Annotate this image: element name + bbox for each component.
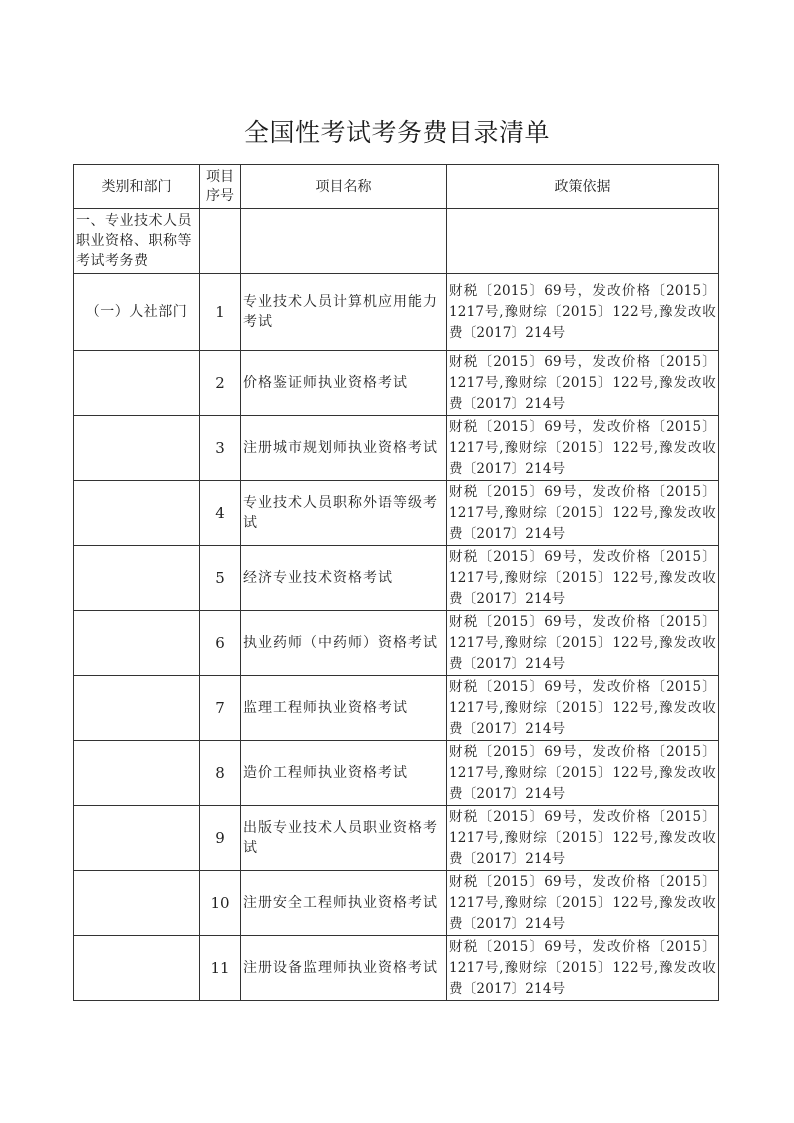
empty-cell (200, 209, 241, 274)
item-number: 5 (200, 546, 241, 611)
category-cell (74, 871, 200, 936)
item-name: 造价工程师执业资格考试 (241, 741, 447, 806)
item-name: 价格鉴证师执业资格考试 (241, 351, 447, 416)
section-row (74, 209, 719, 274)
header-item-name: 项目名称 (241, 165, 447, 209)
category-cell (74, 416, 200, 481)
table-row (74, 676, 719, 741)
category-cell (74, 741, 200, 806)
item-name: 注册城市规划师执业资格考试 (241, 416, 447, 481)
category-cell (74, 481, 200, 546)
category-cell (74, 806, 200, 871)
policy-basis: 财税〔2015〕69号，发改价格〔2015〕1217号,豫财综〔2015〕122号,豫发改收费〔2017〕214号 (447, 416, 719, 481)
policy-basis: 财税〔2015〕69号，发改价格〔2015〕1217号,豫财综〔2015〕122号,豫发改收费〔2017〕214号 (447, 871, 719, 936)
table-row (74, 274, 719, 351)
item-name: 注册安全工程师执业资格考试 (241, 871, 447, 936)
category-cell (74, 546, 200, 611)
policy-basis: 财税〔2015〕69号，发改价格〔2015〕1217号,豫财综〔2015〕122号,豫发改收费〔2017〕214号 (447, 676, 719, 741)
category-cell (74, 611, 200, 676)
policy-basis: 财税〔2015〕69号，发改价格〔2015〕1217号,豫财综〔2015〕122号,豫发改收费〔2017〕214号 (447, 936, 719, 1001)
table-header-row (74, 165, 719, 209)
header-policy-basis: 政策依据 (447, 165, 719, 209)
item-number: 1 (200, 274, 241, 351)
empty-cell (447, 209, 719, 274)
item-name: 注册设备监理师执业资格考试 (241, 936, 447, 1001)
item-name: 专业技术人员计算机应用能力考试 (241, 274, 447, 351)
item-number: 11 (200, 936, 241, 1001)
header-item-number: 项目序号 (200, 165, 241, 209)
item-name: 经济专业技术资格考试 (241, 546, 447, 611)
document-title: 全国性考试考务费目录清单 (243, 118, 550, 147)
item-name: 监理工程师执业资格考试 (241, 676, 447, 741)
policy-basis: 财税〔2015〕69号，发改价格〔2015〕1217号,豫财综〔2015〕122号,豫发改收费〔2017〕214号 (447, 481, 719, 546)
empty-cell (241, 209, 447, 274)
item-name: 执业药师（中药师）资格考试 (241, 611, 447, 676)
policy-basis: 财税〔2015〕69号，发改价格〔2015〕1217号,豫财综〔2015〕122号,豫发改收费〔2017〕214号 (447, 274, 719, 351)
policy-basis: 财税〔2015〕69号，发改价格〔2015〕1217号,豫财综〔2015〕122号,豫发改收费〔2017〕214号 (447, 741, 719, 806)
item-number: 4 (200, 481, 241, 546)
category-cell (74, 936, 200, 1001)
table-row (74, 741, 719, 806)
table-row (74, 416, 719, 481)
header-category: 类别和部门 (74, 165, 200, 209)
table-row (74, 481, 719, 546)
policy-basis: 财税〔2015〕69号，发改价格〔2015〕1217号,豫财综〔2015〕122号,豫发改收费〔2017〕214号 (447, 546, 719, 611)
table-row (74, 871, 719, 936)
table-row (74, 611, 719, 676)
fee-catalog-table (73, 164, 719, 1001)
category-cell: （一）人社部门 (74, 274, 200, 351)
table-row (74, 351, 719, 416)
category-cell (74, 676, 200, 741)
item-number: 10 (200, 871, 241, 936)
policy-basis: 财税〔2015〕69号，发改价格〔2015〕1217号,豫财综〔2015〕122号,豫发改收费〔2017〕214号 (447, 611, 719, 676)
item-number: 3 (200, 416, 241, 481)
item-number: 8 (200, 741, 241, 806)
item-number: 2 (200, 351, 241, 416)
item-number: 9 (200, 806, 241, 871)
table-row (74, 936, 719, 1001)
item-name: 出版专业技术人员职业资格考试 (241, 806, 447, 871)
table-row (74, 546, 719, 611)
section-label: 一、专业技术人员职业资格、职称等考试考务费 (74, 209, 200, 274)
table-row (74, 806, 719, 871)
policy-basis: 财税〔2015〕69号，发改价格〔2015〕1217号,豫财综〔2015〕122号,豫发改收费〔2017〕214号 (447, 806, 719, 871)
category-cell (74, 351, 200, 416)
item-name: 专业技术人员职称外语等级考试 (241, 481, 447, 546)
item-number: 7 (200, 676, 241, 741)
item-number: 6 (200, 611, 241, 676)
policy-basis: 财税〔2015〕69号，发改价格〔2015〕1217号,豫财综〔2015〕122号,豫发改收费〔2017〕214号 (447, 351, 719, 416)
